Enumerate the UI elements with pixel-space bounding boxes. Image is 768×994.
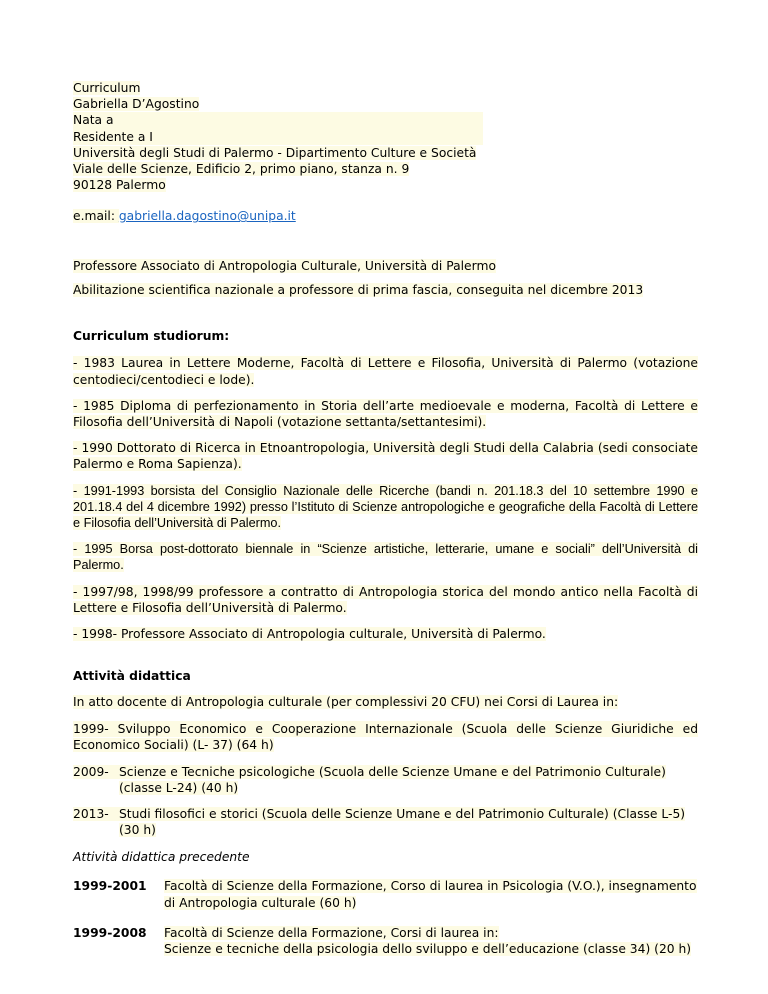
course-line-cont xyxy=(73,737,698,753)
previous-item-1999-2001 xyxy=(73,878,698,910)
studiorum-heading: Curriculum studiorum: xyxy=(73,329,230,344)
didattica-heading: Attività didattica xyxy=(73,669,191,684)
abilitazione-text: Abilitazione scientifica nazionale a professore di prima fascia, conseguita nel dicembre 2013 xyxy=(73,283,644,298)
address-line: Viale delle Scienze, Edificio 2, primo piano, stanza n. 9 xyxy=(73,161,410,176)
email-label: e.mail: xyxy=(73,209,119,224)
studiorum-list xyxy=(73,355,698,642)
personal-info xyxy=(73,80,698,193)
birthplace-line: Nata a xyxy=(73,112,483,128)
course-2013 xyxy=(73,806,698,838)
course-year: 1999- xyxy=(73,722,109,737)
studiorum-item-1990 xyxy=(73,440,698,472)
email-link[interactable]: gabriella.dagostino@unipa.it xyxy=(118,209,296,224)
course-line xyxy=(73,721,698,737)
didattica-intro-text: In atto docente di Antropologia culturale (per complessivi 20 CFU) nei Corsi di Laurea in: xyxy=(73,695,619,710)
postal-code-line: 90128 Palermo xyxy=(73,178,166,193)
studiorum-item-1995 xyxy=(73,541,698,573)
position-row xyxy=(73,259,698,273)
studiorum-item-1991 xyxy=(73,483,698,532)
abilitazione-row xyxy=(73,283,698,297)
course-line xyxy=(73,764,698,780)
previous-didattica-heading: Attività didattica precedente xyxy=(73,850,250,865)
studiorum-item-text: - 1990 Dottorato di Ricerca in Etnoantropologia, Università degli Studi della Calabria (sedi consociate Palermo e Roma Sapienza). xyxy=(73,441,698,472)
studiorum-item-text: - 1997/98, 1998/99 professore a contratto di Antropologia storica del mondo antico nella Facoltà di Lettere e Filosofia dell’Università di Palermo. xyxy=(73,584,698,615)
studiorum-item-1985 xyxy=(73,398,698,430)
course-1999 xyxy=(73,721,698,753)
course-line-cont xyxy=(73,822,698,838)
previous-text-content: Facoltà di Scienze della Formazione, Corso di laurea in Psicologia (V.O.), insegnamento di Antropologia culturale (60 h) xyxy=(164,879,697,910)
course-2009 xyxy=(73,764,698,796)
author-name: Gabriella D’Agostino xyxy=(73,97,200,112)
previous-year: 1999-2001 xyxy=(73,879,147,894)
course-title: Scienze e Tecniche psicologiche (Scuola delle Scienze Umane e del Patrimonio Culturale) xyxy=(119,764,666,779)
current-position: Professore Associato di Antropologia Culturale, Università di Palermo xyxy=(73,259,496,274)
studiorum-item-text: - 1991-1993 borsista del Consiglio Nazionale delle Ricerche (bandi n. 201.18.3 del 10 settembre 1990 e 201.18.4 del 4 dicembre 1992) presso l’Istituto di Scienze antropologiche e geografiche della Facoltà di Lettere e Filosofia dell’Università di Palermo. xyxy=(73,483,698,530)
cv-document xyxy=(73,80,698,957)
studiorum-item-text: - 1995 Borsa post-dottorato biennale in “Scienze artistiche, letterarie, umane e sociali” dell’Università di Palermo. xyxy=(73,542,698,573)
course-line xyxy=(73,806,698,822)
course-title: Studi filosofici e storici (Scuola delle Scienze Umane e del Patrimonio Culturale) (Classe L-5) xyxy=(119,806,686,821)
previous-year: 1999-2008 xyxy=(73,925,147,940)
course-line-cont xyxy=(73,780,698,796)
studiorum-item-text: - 1985 Diploma di perfezionamento in Storia dell’arte medioevale e moderna, Facoltà di Lettere e Filosofia dell’Università di Napoli (votazione settanta/settantesimi). xyxy=(73,398,698,429)
studiorum-item-text: - 1998- Professore Associato di Antropologia culturale, Università di Palermo. xyxy=(73,626,546,641)
previous-item-1999-2008 xyxy=(73,925,698,957)
email-row xyxy=(73,209,698,227)
previous-text xyxy=(164,878,698,910)
previous-text-content: Facoltà di Scienze della Formazione, Corsi di laurea in: xyxy=(164,925,499,940)
previous-text-content: Scienze e tecniche della psicologia dello sviluppo e dell’educazione (classe 34) (20 h) xyxy=(164,941,692,956)
studiorum-item-1997 xyxy=(73,584,698,616)
studiorum-item-1983 xyxy=(73,355,698,387)
previous-text xyxy=(164,925,698,957)
course-year: 2009- xyxy=(73,764,109,779)
studiorum-item-text: - 1983 Laurea in Lettere Moderne, Facoltà di Lettere e Filosofia, Università di Palermo (votazione centodieci/centodieci e lode). xyxy=(73,356,698,387)
course-hours: (classe L-24) (40 h) xyxy=(119,780,239,795)
course-hours: Economico Sociali) (L- 37) (64 h) xyxy=(73,738,274,753)
course-hours: (30 h) xyxy=(119,823,156,838)
course-title: Sviluppo Economico e Cooperazione Internazionale (Scuola delle Scienze Giuridiche ed xyxy=(117,722,699,737)
affiliation-line: Università degli Studi di Palermo - Dipartimento Culture e Società xyxy=(73,145,477,160)
residence-line: Residente a I xyxy=(73,129,483,145)
didattica-intro xyxy=(73,695,698,709)
doc-title: Curriculum xyxy=(73,81,141,95)
course-year: 2013- xyxy=(73,806,109,821)
studiorum-item-1998 xyxy=(73,626,698,642)
